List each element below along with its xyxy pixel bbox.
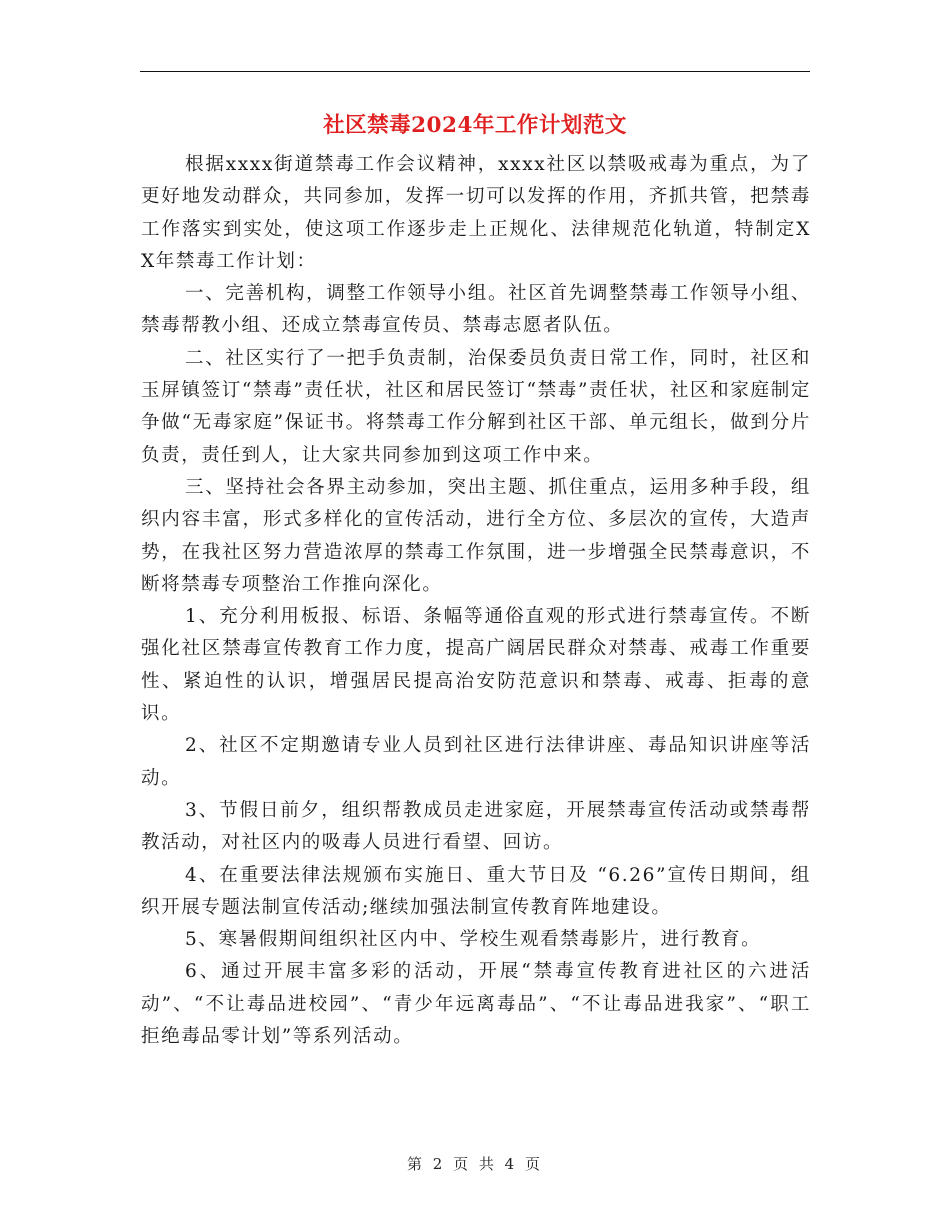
paragraph-section-2: 二、社区实行了一把手负责制，治保委员负责日常工作，同时，社区和玉屏镇签订“禁毒”责任状，社区和居民签订“禁毒”责任状，社区和家庭制定争做“无毒家庭”保证书。将禁毒工作分解到社区干部、单元组长，做到分片负责，责任到人，让大家共同参加到这项工作中来。 — [141, 347, 811, 466]
paragraph-item-6: 6、通过开展丰富多彩的活动，开展“禁毒宣传教育进社区的六进活动”、“不让毒品进校园”、“青少年远离毒品”、“不让毒品进我家”、“职工拒绝毒品零计划”等系列活动。 — [141, 961, 811, 1048]
page-number-footer: 第 2 页 共 4 页 — [407, 1155, 543, 1173]
paragraph-item-2: 2、社区不定期邀请专业人员到社区进行法律讲座、毒品知识讲座等活动。 — [141, 735, 811, 789]
paragraph-intro: 根据xxxx街道禁毒工作会议精神，xxxx社区以禁吸戒毒为重点，为了更好地发动群众，共同参加，发挥一切可以发挥的作用，齐抓共管，把禁毒工作落实到实处，使这项工作逐步走上正规化、法律规范化轨道，特制定XX年禁毒工作计划： — [141, 154, 811, 272]
header-rule — [140, 71, 810, 72]
paragraph-item-4: 4、在重要法律法规颁布实施日、重大节日及 “6.26”宣传日期间，组织开展专题法制宣传活动;继续加强法制宣传教育阵地建设。 — [141, 864, 811, 918]
paragraph-section-1: 一、完善机构，调整工作领导小组。社区首先调整禁毒工作领导小组、禁毒帮教小组、还成立禁毒宣传员、禁毒志愿者队伍。 — [141, 283, 811, 337]
document-title: 社区禁毒2024年工作计划范文 — [323, 113, 627, 138]
paragraph-item-1: 1、充分利用板报、标语、条幅等通俗直观的形式进行禁毒宣传。不断强化社区禁毒宣传教育工作力度，提高广阔居民群众对禁毒、戒毒工作重要性、紧迫性的认识，增强居民提高治安防范意识和禁毒、戒毒、拒毒的意识。 — [141, 606, 811, 725]
document-body — [141, 149, 811, 1053]
paragraph-item-3: 3、节假日前夕，组织帮教成员走进家庭，开展禁毒宣传活动或禁毒帮教活动，对社区内的吸毒人员进行看望、回访。 — [141, 799, 811, 854]
paragraph-item-5: 5、寒暑假期间组织社区内中、学校生观看禁毒影片，进行教育。 — [185, 929, 762, 951]
paragraph-section-3: 三、坚持社会各界主动参加，突出主题、抓住重点，运用多种手段，组织内容丰富，形式多样化的宣传活动，进行全方位、多层次的宣传，大造声势，在我社区努力营造浓厚的禁毒工作氛围，进一步增强全民禁毒意识，不断将禁毒专项整治工作推向深化。 — [141, 476, 811, 595]
